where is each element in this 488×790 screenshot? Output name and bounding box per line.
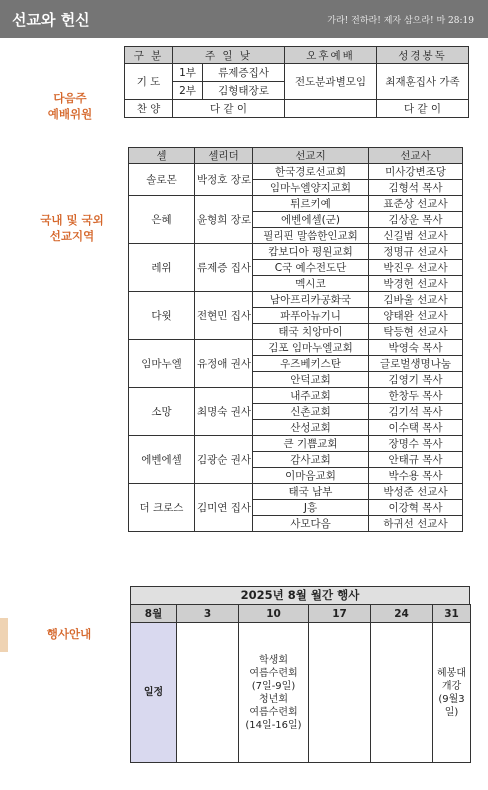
- missionary: 박진우 선교사: [369, 260, 463, 276]
- missionary: 박영숙 목사: [369, 340, 463, 356]
- mission-field: 캄보디아 평원교회: [253, 244, 369, 260]
- table-header-row: [131, 605, 471, 623]
- header-cell: 셀: [129, 148, 195, 164]
- event-accent-bar: [0, 618, 8, 652]
- table-header-row: [129, 148, 463, 164]
- cell-leader: 유정애 권사: [195, 340, 253, 388]
- service-part: 2부: [173, 82, 203, 100]
- table-header-row: [125, 47, 469, 64]
- praise-sunday: 다 같 이: [173, 100, 285, 118]
- missionary: 신길범 선교사: [369, 228, 463, 244]
- mission-field: 남아프리카공화국: [253, 292, 369, 308]
- header-cell: 선교사: [369, 148, 463, 164]
- table-row: [129, 292, 463, 308]
- missionary: 글로벌생명나눔: [369, 356, 463, 372]
- schedule-line: 여름수련회: [249, 667, 298, 679]
- mission-field: 한국경로선교회: [253, 164, 369, 180]
- header-cell: 성경봉독: [377, 47, 469, 64]
- schedule-line: 헤봉대: [437, 667, 466, 679]
- schedule-line: (14일-16일): [245, 719, 302, 731]
- missionary: 한창두 목사: [369, 388, 463, 404]
- event-section-label: 행사안내: [46, 627, 92, 641]
- mission-field: 내주교회: [253, 388, 369, 404]
- missionary: 박성준 선교사: [369, 484, 463, 500]
- missionary: 표준상 선교사: [369, 196, 463, 212]
- missionary: 박경헌 선교사: [369, 276, 463, 292]
- missionary: 안태규 목사: [369, 452, 463, 468]
- praise-reading: 다 같 이: [377, 100, 469, 118]
- table-row: [129, 388, 463, 404]
- mission-field: 안덕교회: [253, 372, 369, 388]
- schedule-label: 일정: [131, 623, 177, 763]
- mission-field: 태국 치앙마이: [253, 324, 369, 340]
- mission-field: 태국 남부: [253, 484, 369, 500]
- schedule-line: 청년회: [259, 693, 288, 705]
- prayer-name: 류제증집사: [203, 64, 285, 82]
- cell-name: 에벤에셀: [129, 436, 195, 484]
- missionary: 김상운 목사: [369, 212, 463, 228]
- missionary: 탁등현 선교사: [369, 324, 463, 340]
- table-row: [129, 196, 463, 212]
- mission-field: J흥: [253, 500, 369, 516]
- table-row: [125, 100, 469, 118]
- month-header: 8월: [131, 605, 177, 623]
- reading-cell: 최재훈집사 가족: [377, 64, 469, 100]
- missionary: 박수용 목사: [369, 468, 463, 484]
- worship-section-label: [24, 90, 116, 122]
- header-cell: 주 일 낮: [173, 47, 285, 64]
- missionary: 김기석 목사: [369, 404, 463, 420]
- missionary: 김형석 목사: [369, 180, 463, 196]
- header-cell: 선교지: [253, 148, 369, 164]
- cell-name: 소망: [129, 388, 195, 436]
- table-row: [129, 484, 463, 500]
- date-header: 10: [239, 605, 309, 623]
- date-header: 24: [371, 605, 433, 623]
- cell-name: 더 크로스: [129, 484, 195, 532]
- mission-field: 튀르키예: [253, 196, 369, 212]
- header-cell: 셀리더: [195, 148, 253, 164]
- schedule-line: (7일-9일): [251, 680, 296, 692]
- mission-section-label: [28, 212, 116, 244]
- cell-leader: 전현민 집사: [195, 292, 253, 340]
- schedule-cell: [309, 623, 371, 763]
- schedule-cell: [371, 623, 433, 763]
- worship-label-line: 다음주: [53, 91, 87, 105]
- praise-afternoon: [285, 100, 377, 118]
- mission-field: C국 예수전도단: [253, 260, 369, 276]
- table-row: [131, 623, 471, 763]
- cell-name: 은혜: [129, 196, 195, 244]
- header-cell: 구 분: [125, 47, 173, 64]
- cell-leader: 윤형희 장로: [195, 196, 253, 244]
- header-verse: 가라! 전하라! 제자 삼으라! 마 28:19: [327, 16, 474, 26]
- event-calendar-title: 2025년 8월 월간 행사: [130, 586, 470, 604]
- mission-label-line: 선교지역: [49, 229, 95, 243]
- mission-field: 큰 기쁨교회: [253, 436, 369, 452]
- worship-table: [124, 46, 469, 118]
- cell-name: 임마누엘: [129, 340, 195, 388]
- mission-field: 감사교회: [253, 452, 369, 468]
- cell-name: 레위: [129, 244, 195, 292]
- table-row: [125, 64, 469, 82]
- prayer-name: 김형태장로: [203, 82, 285, 100]
- mission-field: 임마누엘양지교회: [253, 180, 369, 196]
- missionary: 정명규 선교사: [369, 244, 463, 260]
- schedule-line: (9월3일): [438, 693, 465, 718]
- missionary: 장명수 목사: [369, 436, 463, 452]
- cell-leader: 박정호 장로: [195, 164, 253, 196]
- mission-field: 산성교회: [253, 420, 369, 436]
- mission-field: 멕시코: [253, 276, 369, 292]
- schedule-cell: [433, 623, 471, 763]
- schedule-cell: [239, 623, 309, 763]
- cell-name: 다윗: [129, 292, 195, 340]
- section-title: 선교와 헌신: [12, 11, 90, 29]
- mission-field: 이마음교회: [253, 468, 369, 484]
- mission-field: 필리핀 말씀한인교회: [253, 228, 369, 244]
- header-cell: 오후예배: [285, 47, 377, 64]
- cell-leader: 김광순 권사: [195, 436, 253, 484]
- mission-field: 우즈베키스탄: [253, 356, 369, 372]
- missionary: 하귀선 선교사: [369, 516, 463, 532]
- table-row: [129, 164, 463, 180]
- cell-leader: 류제증 집사: [195, 244, 253, 292]
- mission-field: 사모다음: [253, 516, 369, 532]
- cell-leader: 김미연 집사: [195, 484, 253, 532]
- missionary: 김바울 선교사: [369, 292, 463, 308]
- mission-field: 에벤에셀(군): [253, 212, 369, 228]
- missionary: 이수택 목사: [369, 420, 463, 436]
- mission-label-line: 국내 및 국외: [40, 213, 104, 227]
- section-header: [0, 0, 488, 38]
- cell-name: 솔로몬: [129, 164, 195, 196]
- table-row: [129, 244, 463, 260]
- praise-label: 찬 양: [125, 100, 173, 118]
- prayer-label: 기 도: [125, 64, 173, 100]
- missionary: 미사강변조당: [369, 164, 463, 180]
- schedule-line: 개강: [441, 680, 462, 692]
- date-header: 3: [177, 605, 239, 623]
- cell-leader: 최명숙 권사: [195, 388, 253, 436]
- afternoon-cell: 전도분과별모임: [285, 64, 377, 100]
- table-row: [129, 340, 463, 356]
- missionary: 양태완 선교사: [369, 308, 463, 324]
- mission-table: [128, 147, 463, 532]
- event-calendar: [130, 586, 470, 763]
- missionary: 이강혁 목사: [369, 500, 463, 516]
- worship-label-line: 예배위원: [47, 107, 93, 121]
- mission-field: 파푸아뉴기니: [253, 308, 369, 324]
- missionary: 김영기 목사: [369, 372, 463, 388]
- mission-field: 김포 임마누엘교회: [253, 340, 369, 356]
- service-part: 1부: [173, 64, 203, 82]
- schedule-line: 여름수련회: [249, 706, 298, 718]
- date-header: 31: [433, 605, 471, 623]
- date-header: 17: [309, 605, 371, 623]
- mission-field: 신촌교회: [253, 404, 369, 420]
- schedule-line: 학생회: [259, 654, 288, 666]
- table-row: [129, 436, 463, 452]
- schedule-cell: [177, 623, 239, 763]
- event-table: [130, 604, 471, 763]
